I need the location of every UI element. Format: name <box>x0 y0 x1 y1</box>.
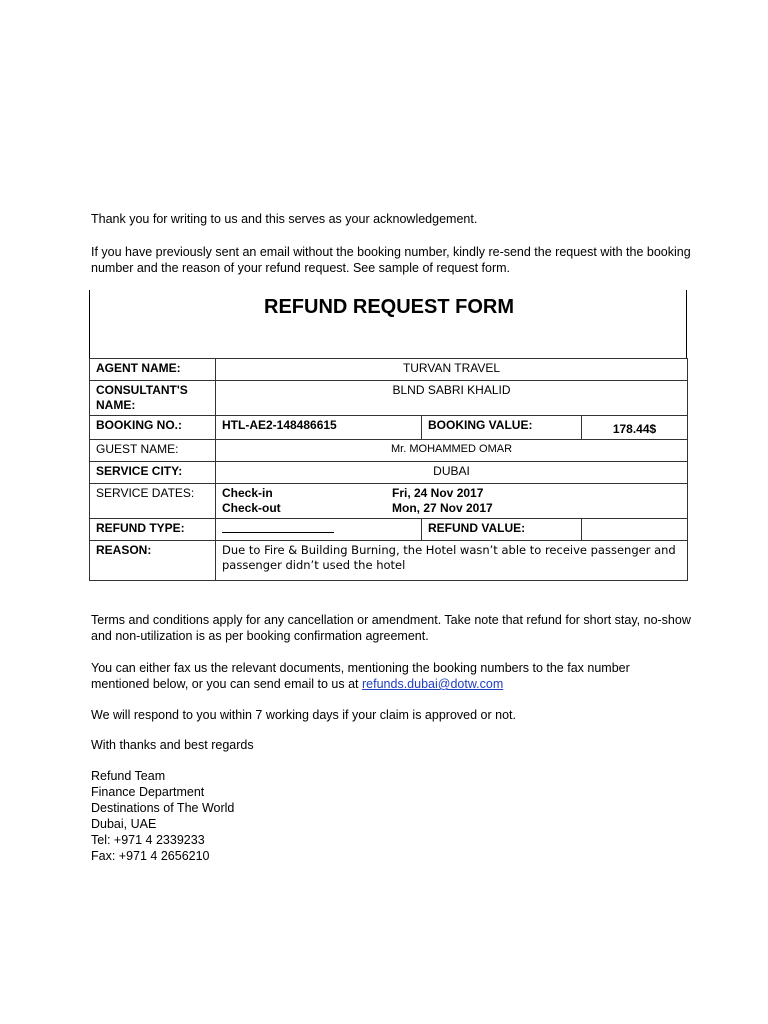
consultant-value: BLND SABRI KHALID <box>216 381 688 416</box>
row-reason <box>90 541 688 581</box>
signature-department: Finance Department <box>91 785 205 799</box>
signature-company: Destinations of The World <box>91 801 235 815</box>
row-consultant <box>90 381 688 416</box>
checkin-date: Fri, 24 Nov 2017 <box>392 486 484 500</box>
booking-no-label: BOOKING NO.: <box>90 416 216 440</box>
row-agent-name <box>90 359 688 381</box>
refund-type-value <box>216 519 422 541</box>
row-service-dates <box>90 484 688 519</box>
fax-text: You can either fax us the relevant documents, mentioning the booking numbers to the fax number mentioned below, or you can send email to us at <box>91 661 630 691</box>
checkin-label: Check-in <box>222 486 273 500</box>
response-text: We will respond to you within 7 working days if your claim is approved or not. <box>91 708 516 722</box>
refund-request-form <box>89 290 687 578</box>
closing-text: With thanks and best regards <box>91 738 254 752</box>
checkout-date: Mon, 27 Nov 2017 <box>392 501 493 515</box>
service-dates-value <box>216 484 688 519</box>
row-guest-name <box>90 440 688 462</box>
signature-fax: Fax: +971 4 2656210 <box>91 849 210 863</box>
refund-type-label: REFUND TYPE: <box>90 519 216 541</box>
form-table <box>89 358 688 581</box>
booking-value-label: BOOKING VALUE: <box>422 416 582 440</box>
form-title: REFUND REQUEST FORM <box>264 296 514 318</box>
refund-value-label: REFUND VALUE: <box>422 519 582 541</box>
booking-value-amount: 178.44$ <box>582 416 688 440</box>
service-city-value: DUBAI <box>216 462 688 484</box>
row-booking <box>90 416 688 440</box>
guest-name-label: GUEST NAME: <box>90 440 216 462</box>
acknowledgement-text: Thank you for writing to us and this serves as your acknowledgement. <box>91 212 478 226</box>
service-city-label: SERVICE CITY: <box>90 462 216 484</box>
guest-name-value: Mr. MOHAMMED OMAR <box>216 440 688 462</box>
signature-tel: Tel: +971 4 2339233 <box>91 833 205 847</box>
signature-location: Dubai, UAE <box>91 817 157 831</box>
instructions-text: If you have previously sent an email without the booking number, kindly re-send the request with the booking number and the reason of your refund request. See sample of request form. <box>91 245 691 275</box>
form-title-area <box>89 290 687 358</box>
checkout-label: Check-out <box>222 501 281 515</box>
consultant-label: CONSULTANT'S NAME: <box>90 381 216 416</box>
email-link[interactable]: refunds.dubai@dotw.com <box>362 677 504 691</box>
agent-name-label: AGENT NAME: <box>90 359 216 381</box>
reason-label: REASON: <box>90 541 216 581</box>
service-dates-label: SERVICE DATES: <box>90 484 216 519</box>
signature-block <box>91 768 691 864</box>
row-service-city <box>90 462 688 484</box>
terms-text: Terms and conditions apply for any cancellation or amendment. Take note that refund for short stay, no-show and non-utilization is as per booking confirmation agreement. <box>91 613 691 643</box>
agent-name-value: TURVAN TRAVEL <box>216 359 688 381</box>
signature-team: Refund Team <box>91 769 166 783</box>
refund-type-blank <box>222 521 334 533</box>
row-refund-type <box>90 519 688 541</box>
refund-value-amount <box>582 519 688 541</box>
reason-value: Due to Fire & Building Burning, the Hotel wasn’t able to receive passenger and passenger didn’t used the hotel <box>216 541 688 581</box>
fax-instructions <box>91 660 691 692</box>
booking-no-value: HTL-AE2-148486615 <box>216 416 422 440</box>
